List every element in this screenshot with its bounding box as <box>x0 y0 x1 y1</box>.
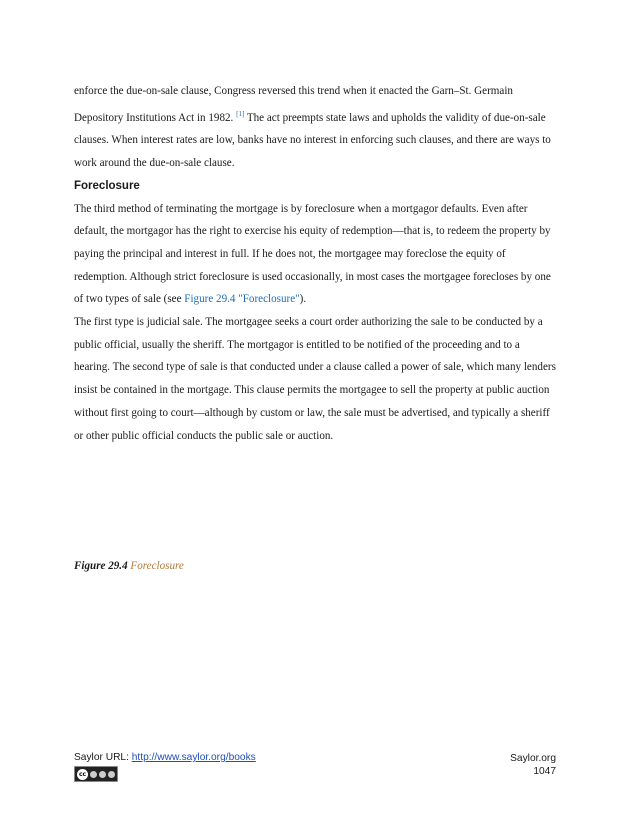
by-icon <box>90 771 97 778</box>
paragraph-text: The act preempts state laws and upholds the validity of due-on-sale clauses. When interest rates are low, banks have no interest in enforcing such clauses, and there are ways to work around the due-on-sale clause. <box>74 111 551 170</box>
paragraph-sale-types: The first type is judicial sale. The mortgagee seeks a court order authorizing the sale to be conducted by a public official, usually the sheriff. The mortgagor is entitled to be notified of the proceeding and to a hearing. The second type of sale is that conducted under a clause called a power of sale, which many lenders insist be contained in the mortgage. This clause permits the mortgagee to sell the property at public auction without first going to court—although by custom or law, the sale must be advertised, and typically a sheriff or other public official conducts the public sale or auction. <box>74 316 556 442</box>
paragraph-text: enforce the due-on-sale clause, Congress reversed this trend when it enacted the Garn–St. Germain Depository Institutions Act in 1982. <box>74 85 513 124</box>
paragraph-text: The third method of terminating the mortgage is by foreclosure when a mortgagor defaults. Even after default, the mortgagor has the right to exercise his equity of redemption—that is, to redeem the property by paying the principal and interest in full. If he does not, the mortgagee may foreclose the equity of redemption. Although strict foreclosure is used occasionally, in most cases the mortgagee forecloses by one of two types of sale (see <box>74 202 551 306</box>
footer-right <box>510 752 556 778</box>
footnote-reference[interactable]: [1] <box>236 109 245 118</box>
section-heading: Foreclosure <box>74 179 140 192</box>
figure-caption <box>74 558 184 574</box>
cc-icon: cc <box>78 770 87 778</box>
figure-link[interactable]: Figure 29.4 "Foreclosure" <box>184 293 300 306</box>
footer-site: Saylor.org <box>510 753 556 764</box>
paragraph-due-on-sale <box>74 80 556 175</box>
figure-title: Foreclosure <box>130 560 184 572</box>
paragraph-foreclosure <box>74 198 556 312</box>
footer-url <box>74 752 256 763</box>
page-body <box>74 80 556 447</box>
footer-url-label: Saylor URL: <box>74 752 132 763</box>
sa-icon <box>108 771 115 778</box>
paragraph-text: ). <box>299 293 307 306</box>
cc-license-icon[interactable] <box>74 766 118 782</box>
figure-number: Figure 29.4 <box>74 560 128 572</box>
page-number: 1047 <box>533 766 556 777</box>
saylor-books-link[interactable]: http://www.saylor.org/books <box>131 752 256 763</box>
nc-icon <box>99 771 106 778</box>
